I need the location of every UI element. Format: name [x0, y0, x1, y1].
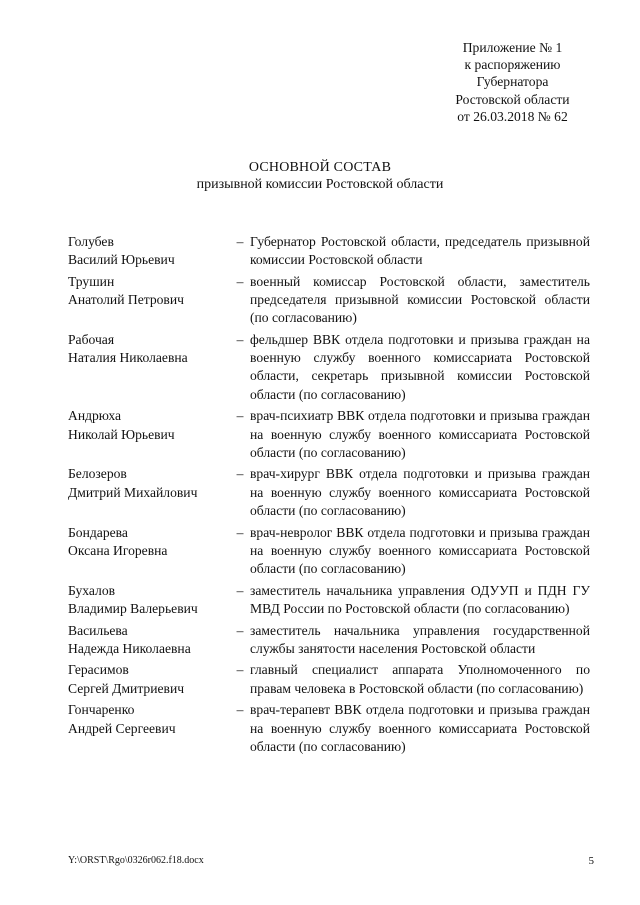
member-name: [68, 582, 230, 618]
member-surname: Гончаренко: [68, 702, 135, 718]
member-name: [68, 701, 230, 756]
member-surname: Бухалов: [68, 582, 116, 598]
member-given-name: Василий Юрьевич: [68, 252, 175, 268]
member-role: военный комиссар Ростовской области, заместитель председателя призывной комиссии Ростовской области (по согласованию): [250, 273, 590, 326]
member-given-name: Оксана Игоревна: [68, 542, 168, 558]
member-entry: [68, 233, 590, 269]
member-role: главный специалист аппарата Уполномоченного по правам человека в Ростовской области (по согласованию): [250, 662, 590, 696]
member-given-name: Николай Юрьевич: [68, 426, 175, 442]
dash-separator: –: [236, 408, 244, 424]
dash-separator: –: [236, 524, 244, 540]
member-given-name: Дмитрий Михайлович: [68, 484, 198, 500]
member-surname: Герасимов: [68, 662, 129, 678]
member-entry: [68, 273, 590, 328]
dash-separator: –: [236, 662, 244, 678]
dash-separator: –: [236, 332, 244, 348]
member-name: [68, 273, 230, 328]
document-title: [0, 159, 640, 193]
member-role: врач-хирург ВВК отдела подготовки и призыва граждан на военную службу военного комиссариата Ростовской области (по согласованию): [250, 466, 590, 518]
member-entry: [68, 524, 590, 579]
member-name: [68, 661, 230, 697]
member-name: [68, 465, 230, 520]
dash-separator: –: [236, 234, 244, 249]
member-given-name: Владимир Валерьевич: [68, 600, 198, 616]
dash-separator: –: [236, 582, 244, 598]
title-sub: призывной комиссии Ростовской области: [196, 177, 444, 192]
member-entry: [68, 701, 590, 756]
member-name: [68, 331, 230, 404]
appendix-line: Приложение № 1: [462, 40, 563, 55]
dash-separator: –: [236, 702, 244, 718]
member-name: [68, 233, 230, 269]
member-role: фельдшер ВВК отдела подготовки и призыва граждан на военную службу военного комиссариата Ростовской области, секретарь призывной комиссии Ростовской области (по согласованию): [250, 332, 590, 402]
page-number: 5: [588, 855, 594, 867]
appendix-line: от 26.03.2018 № 62: [457, 108, 568, 124]
appendix-line: Ростовской области: [455, 91, 570, 107]
member-entry: [68, 331, 590, 404]
member-given-name: Сергей Дмитриевич: [68, 680, 185, 696]
member-given-name: Наталия Николаевна: [68, 350, 188, 366]
member-entry: [68, 661, 590, 697]
member-role: врач-терапевт ВВК отдела подготовки и призыва граждан на военную службу военного комиссариата Ростовской области (по согласованию): [250, 702, 590, 754]
member-role: заместитель начальника управления ОДУУП и ПДН ГУ МВД России по Ростовской области (по согласованию): [250, 582, 590, 616]
member-surname: Бондарева: [68, 524, 128, 540]
appendix-line: Губернатора: [476, 74, 549, 90]
member-entry: [68, 622, 590, 658]
member-surname: Васильева: [68, 622, 128, 638]
member-given-name: Анатолий Петрович: [68, 292, 184, 308]
member-given-name: Надежда Николаевна: [68, 640, 191, 656]
member-entry: [68, 582, 590, 618]
dash-separator: –: [236, 466, 244, 482]
member-role: Губернатор Ростовской области, председатель призывной комиссии Ростовской области: [250, 234, 590, 268]
member-name: [68, 524, 230, 579]
dash-separator: –: [236, 273, 244, 289]
member-role: заместитель начальника управления государственной службы занятости населения Ростовской области: [250, 622, 590, 656]
member-name: [68, 622, 230, 658]
member-role: врач-невролог ВВК отдела подготовки и призыва граждан на военную службу военного комиссариата Ростовской области (по согласованию): [250, 524, 590, 576]
member-list: [68, 233, 590, 759]
member-surname: Рабочая: [68, 332, 115, 348]
member-surname: Трушин: [68, 273, 115, 289]
member-surname: Андрюха: [68, 408, 122, 424]
member-surname: Голубев: [68, 234, 114, 249]
dash-separator: –: [236, 622, 244, 638]
member-entry: [68, 465, 590, 520]
appendix-header: [420, 39, 605, 125]
member-entry: [68, 407, 590, 462]
member-given-name: Андрей Сергеевич: [68, 720, 176, 736]
member-role: врач-психиатр ВВК отдела подготовки и призыва граждан на военную службу военного комиссариата Ростовской области (по согласованию): [250, 408, 590, 460]
footer-file-path: Y:\ORST\Rgo\0326r062.f18.docx: [68, 855, 204, 866]
appendix-line: к распоряжению: [464, 57, 561, 73]
member-name: [68, 407, 230, 462]
member-surname: Белозеров: [68, 466, 127, 482]
title-main: ОСНОВНОЙ СОСТАВ: [248, 160, 392, 175]
